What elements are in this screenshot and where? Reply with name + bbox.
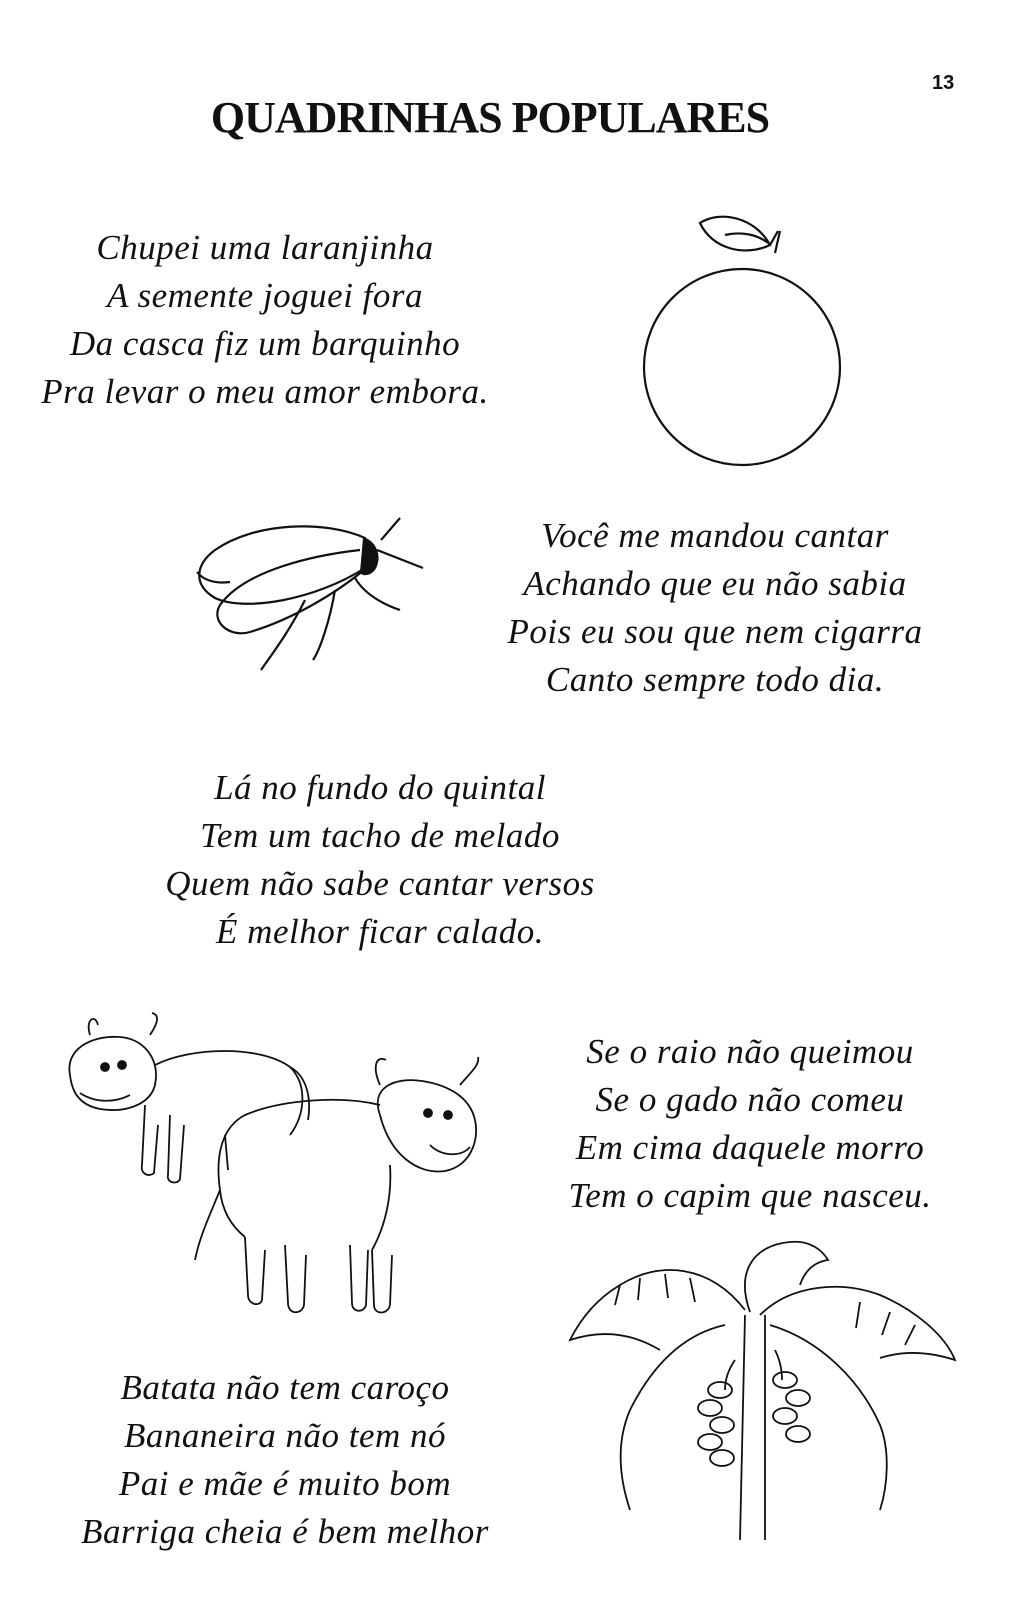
verse-line: Pai e mãe é muito bom <box>118 1464 452 1503</box>
stanza-yard <box>130 764 630 956</box>
page-number: 13 <box>932 72 955 94</box>
verse-line: Se o raio não queimou <box>586 1032 914 1071</box>
stanza-cicada <box>470 512 960 704</box>
verse-line: Pois eu sou que nem cigarra <box>507 612 923 651</box>
verse-line: Tem um tacho de melado <box>200 816 560 855</box>
verse-line: Bananeira não tem nó <box>123 1416 447 1455</box>
cattle-icon <box>50 1005 510 1335</box>
stanza-banana <box>40 1364 530 1556</box>
page-title: QUADRINHAS POPULARES <box>210 93 770 142</box>
verse-line: Chupei uma laranjinha <box>96 228 434 267</box>
verse-line: Em cima daquele morro <box>575 1128 925 1167</box>
stanza-orange <box>10 224 520 416</box>
verse-line: Da casca fiz um barquinho <box>69 324 461 363</box>
verse-line: A semente joguei fora <box>106 276 424 315</box>
stanza-cattle <box>540 1028 960 1220</box>
verse-line: Batata não tem caroço <box>120 1368 450 1407</box>
cicada-icon <box>185 510 435 680</box>
verse-line: Quem não sabe cantar versos <box>165 864 595 903</box>
banana-tree-icon <box>560 1240 960 1540</box>
verse-line: Lá no fundo do quintal <box>214 768 546 807</box>
verse-line: Pra levar o meu amor embora. <box>41 372 489 411</box>
verse-line: Achando que eu não sabia <box>523 564 907 603</box>
verse-line: Tem o capim que nasceu. <box>568 1176 932 1215</box>
verse-line: Barriga cheia é bem melhor <box>81 1512 489 1551</box>
orange-icon <box>630 205 870 485</box>
verse-line: É melhor ficar calado. <box>216 912 544 951</box>
verse-line: Se o gado não comeu <box>595 1080 905 1119</box>
verse-line: Canto sempre todo dia. <box>545 660 885 699</box>
verse-line: Você me mandou cantar <box>541 516 889 555</box>
